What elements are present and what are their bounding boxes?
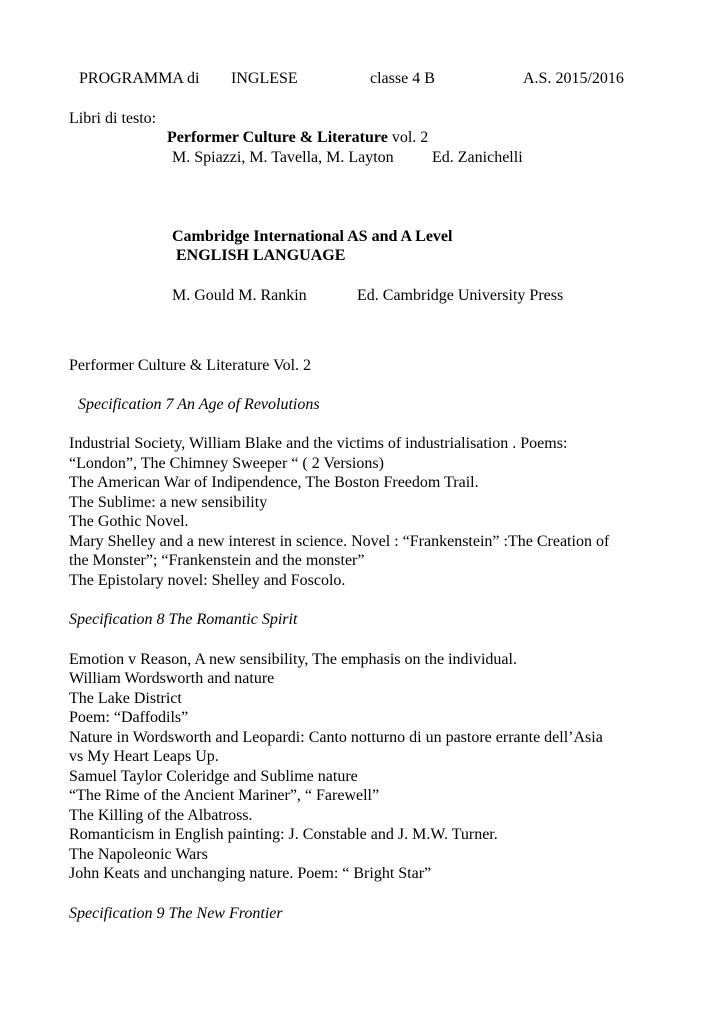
spec8-line: vs My Heart Leaps Up. — [69, 748, 219, 765]
book1-volume: vol. 2 — [387, 129, 429, 146]
spec7-heading: Specification 7 An Age of Revolutions — [78, 396, 320, 413]
book1-authors: M. Spiazzi, M. Tavella, M. Layton — [172, 149, 394, 166]
section-title: Performer Culture & Literature Vol. 2 — [69, 357, 312, 374]
spec8-line: The Killing of the Albatross. — [69, 807, 253, 824]
spec7-line: “London”, The Chimney Sweeper “ ( 2 Versions) — [69, 455, 384, 472]
book2-authors: M. Gould M. Rankin — [172, 287, 307, 304]
spec7-line: Industrial Society, William Blake and the victims of industrialisation . Poems: — [69, 435, 568, 452]
header-programma: PROGRAMMA di — [79, 70, 200, 87]
book2-title-line2: ENGLISH LANGUAGE — [176, 247, 346, 264]
spec8-line: Samuel Taylor Coleridge and Sublime nature — [69, 768, 358, 785]
spec8-line: Poem: “Daffodils” — [69, 709, 189, 726]
spec8-line: Nature in Wordsworth and Leopardi: Canto notturno di un pastore errante dell’Asia — [69, 729, 603, 746]
document-header — [0, 69, 725, 89]
spec8-line: The Lake District — [69, 690, 182, 707]
spec9-heading: Specification 9 The New Frontier — [69, 905, 283, 922]
spec7-line: The Epistolary novel: Shelley and Foscolo. — [69, 572, 346, 589]
book2-publisher: Ed. Cambridge University Press — [357, 287, 564, 304]
spec7-line: The Sublime: a new sensibility — [69, 494, 268, 511]
spec7-line: the Monster”; “Frankenstein and the monster” — [69, 552, 365, 569]
spec7-line: Mary Shelley and a new interest in science. Novel : “Frankenstein” :The Creation of — [69, 533, 610, 550]
textbooks-label: Libri di testo: — [69, 110, 157, 127]
spec8-heading: Specification 8 The Romantic Spirit — [69, 611, 298, 628]
book2-title-line1: Cambridge International AS and A Level — [172, 228, 453, 245]
spec8-line: Romanticism in English painting: J. Constable and J. M.W. Turner. — [69, 826, 498, 843]
spec7-line: The Gothic Novel. — [69, 513, 189, 530]
spec8-line: Emotion v Reason, A new sensibility, The emphasis on the individual. — [69, 651, 517, 668]
spec8-line: The Napoleonic Wars — [69, 846, 208, 863]
book1-title-line — [167, 128, 428, 148]
spec8-line: “The Rime of the Ancient Mariner”, “ Farewell” — [69, 787, 380, 804]
book1-publisher: Ed. Zanichelli — [432, 149, 523, 166]
spec8-line: John Keats and unchanging nature. Poem: “ Bright Star” — [69, 865, 432, 882]
spec8-line: William Wordsworth and nature — [69, 670, 275, 687]
book1-title: Performer Culture & Literature — [167, 129, 388, 146]
header-year: A.S. 2015/2016 — [523, 70, 624, 87]
spec7-line: The American War of Indipendence, The Boston Freedom Trail. — [69, 474, 479, 491]
header-classe: classe 4 B — [370, 70, 435, 87]
header-subject: INGLESE — [231, 70, 298, 87]
